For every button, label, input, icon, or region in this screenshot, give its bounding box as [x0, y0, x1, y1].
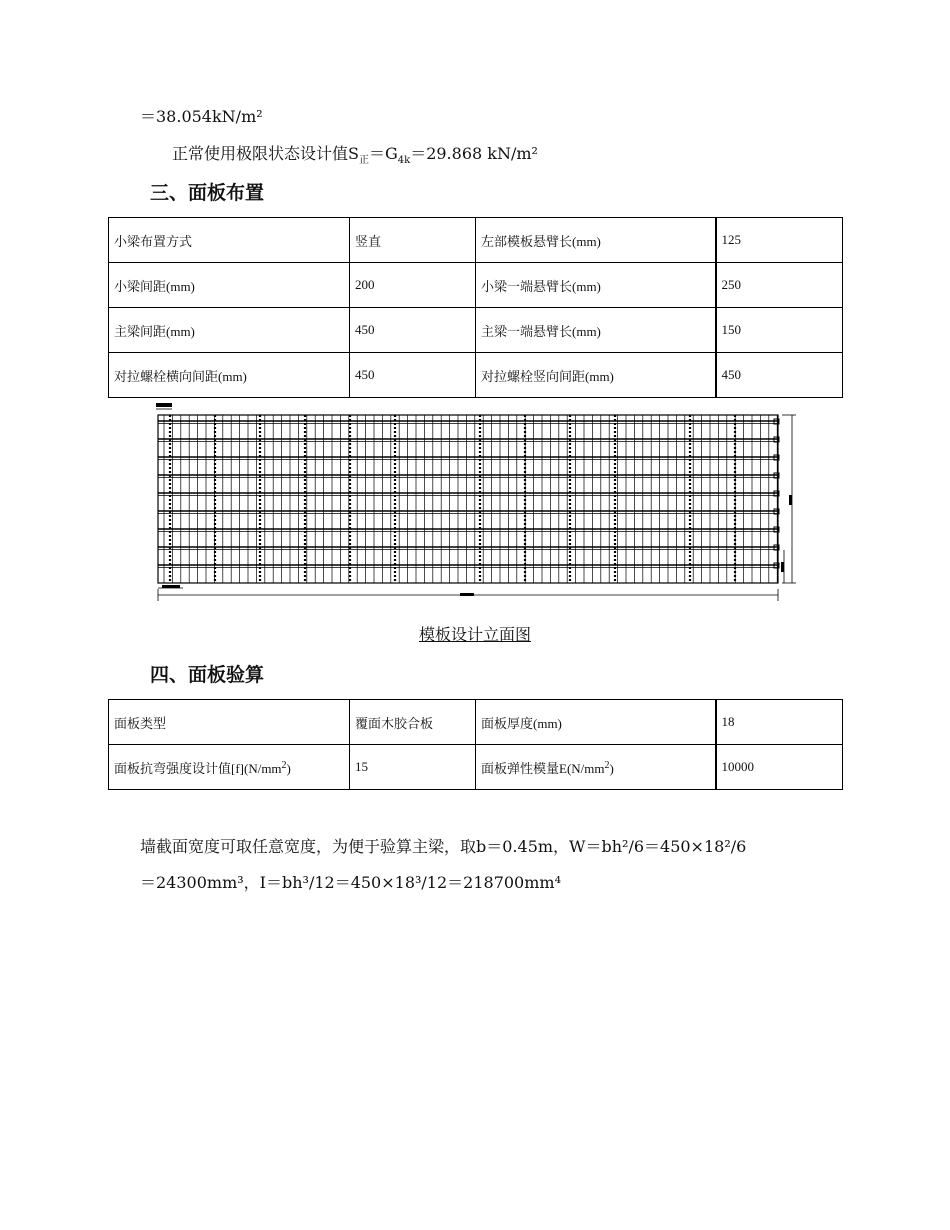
formula-line-2-sub2: 4k — [397, 155, 411, 167]
formula-line-2-suffix: ＝29.868 kN/m² — [410, 144, 538, 163]
table-cell: 对拉螺栓竖向间距(mm) — [476, 353, 716, 398]
section-4-heading: 四、面板验算 — [150, 664, 265, 686]
section-3-heading: 三、面板布置 — [150, 182, 265, 204]
table-cell: 小梁布置方式 — [109, 218, 350, 263]
table-cell: 450 — [716, 353, 843, 398]
layout-params-table — [108, 217, 843, 398]
superscript: 2 — [281, 759, 287, 771]
formula-line-2-sub1: 正 — [358, 155, 369, 167]
table-cell — [109, 745, 350, 790]
body-line-2: ＝24300mm³，I＝bh³/12＝450×18³/12＝218700mm⁴ — [140, 873, 561, 892]
table-row — [109, 353, 843, 398]
cell-text: ) — [609, 760, 614, 776]
formula-line-2-prefix: 正常使用极限状态设计值S — [172, 144, 359, 163]
formwork-elevation-drawing — [150, 400, 800, 608]
table-row — [109, 308, 843, 353]
body-line-1: 墙截面宽度可取任意宽度，为便于验算主梁，取b＝0.45m，W＝bh²/6＝450×18²/6 — [140, 837, 747, 856]
table-row — [109, 263, 843, 308]
table-cell: 150 — [716, 308, 843, 353]
table-cell: 小梁一端悬臂长(mm) — [476, 263, 716, 308]
formula-line-1: ＝38.054kN/m² — [140, 107, 263, 126]
table-cell: 450 — [350, 308, 476, 353]
dimension-label-mark — [789, 495, 792, 505]
dimension-label-mark — [162, 585, 180, 588]
table-cell — [476, 745, 716, 790]
table-cell: 竖直 — [350, 218, 476, 263]
formula-line-2 — [172, 141, 538, 166]
figure-caption: 模板设计立面图 — [418, 625, 531, 644]
dimension-label-mark — [781, 562, 784, 572]
table-cell: 125 — [716, 218, 843, 263]
cell-text: 面板弹性模量E(N/mm — [481, 760, 605, 776]
panel-params-table — [108, 699, 843, 790]
table-cell: 小梁间距(mm) — [109, 263, 350, 308]
table-cell: 200 — [350, 263, 476, 308]
table-cell: 主梁间距(mm) — [109, 308, 350, 353]
table-cell: 覆面木胶合板 — [350, 700, 476, 745]
table-row — [109, 218, 843, 263]
table-cell: 主梁一端悬臂长(mm) — [476, 308, 716, 353]
dimension-label-mark — [156, 403, 172, 407]
dimension-label-mark — [460, 593, 474, 596]
superscript: 2 — [604, 759, 610, 771]
table-cell: 面板厚度(mm) — [476, 700, 716, 745]
table-row — [109, 745, 843, 790]
table-cell: 面板类型 — [109, 700, 350, 745]
formula-line-2-mid: ＝G — [368, 144, 398, 163]
table-cell: 左部模板悬臂长(mm) — [476, 218, 716, 263]
table-cell: 对拉螺栓横向间距(mm) — [109, 353, 350, 398]
table-cell: 250 — [716, 263, 843, 308]
cell-text: ) — [286, 760, 291, 776]
table-cell: 15 — [350, 745, 476, 790]
table-cell: 18 — [716, 700, 843, 745]
cell-text: 面板抗弯强度设计值[f](N/mm — [114, 760, 282, 776]
table-cell: 450 — [350, 353, 476, 398]
table-cell: 10000 — [716, 745, 843, 790]
table-row — [109, 700, 843, 745]
